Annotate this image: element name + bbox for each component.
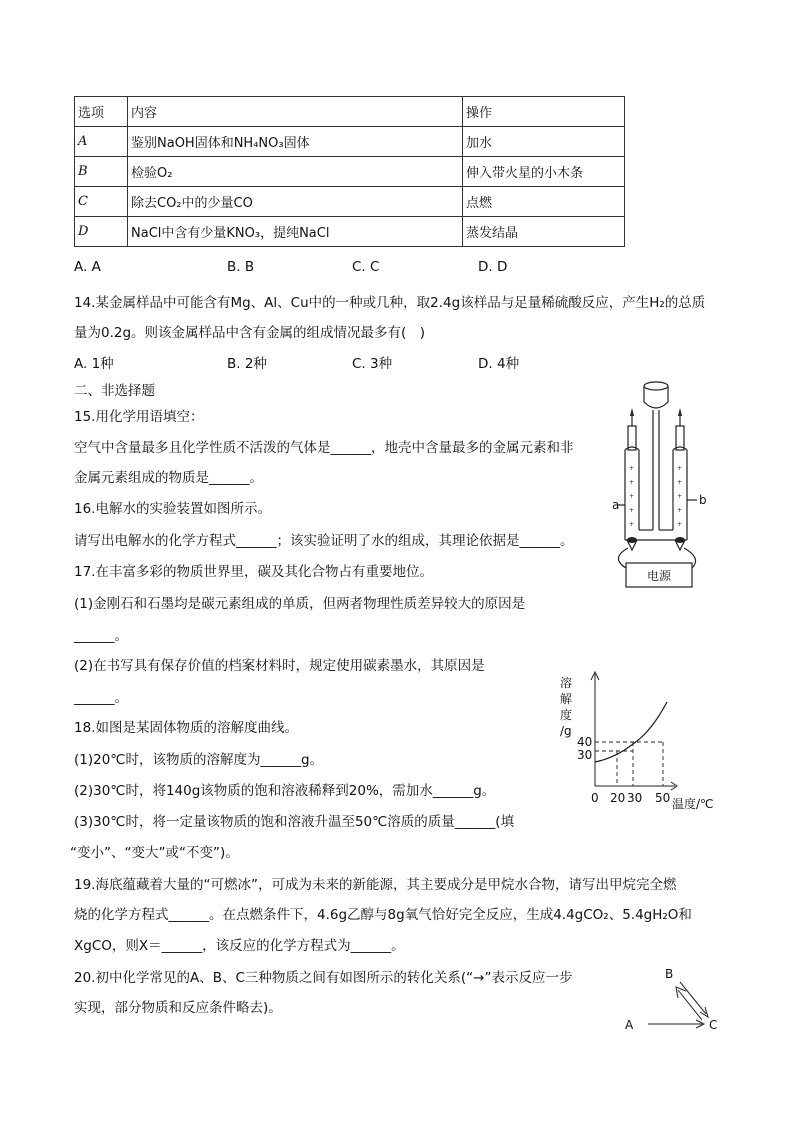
q15-line1: 15.用化学用语填空： (74, 409, 204, 425)
xtick-30: 30 (627, 791, 643, 805)
svg-text:+: + (677, 479, 683, 486)
q15-line2: 空气中含量最多且化学性质不活泼的气体是______，地壳中含量最多的金属元素和非 (74, 440, 574, 456)
power-source-label: 电源 (646, 569, 672, 583)
ylabel-char-2: 解 (560, 692, 573, 706)
options-table (74, 96, 625, 247)
table-cell: B (75, 157, 128, 187)
table-row (75, 127, 625, 157)
q17-line2: (1)金刚石和石墨均是碳元素组成的单质，但两者物理性质差异较大的原因是 (74, 596, 526, 612)
electrolysis-apparatus-figure (600, 380, 725, 592)
svg-text:+: + (677, 465, 683, 472)
table-header-cell: 内容 (128, 97, 463, 127)
q15-line3: 金属元素组成的物质是______。 (74, 470, 263, 486)
q14-choice-d: D. 4种 (478, 356, 520, 372)
svg-text:+: + (629, 465, 635, 472)
q19-line2: 烧的化学方程式______。在点燃条件下，4.6g乙醇与8g氧气恰好完全反应，生成4.4gCO₂、5.4gH₂O和 (74, 907, 692, 923)
choice-b: B. B (227, 259, 255, 275)
q14-choice-b: B. 2种 (227, 356, 267, 372)
table-cell: 伸入带火星的小木条 (463, 157, 625, 187)
q19-line3: XgCO，则X＝______，该反应的化学方程式为______。 (74, 938, 405, 954)
table-cell: 加水 (463, 127, 625, 157)
q17-line1: 17.在丰富多彩的物质世界里，碳及其化合物占有重要地位。 (74, 564, 433, 580)
table-cell: 蒸发结晶 (463, 217, 625, 247)
section-heading: 二、非选择题 (74, 383, 155, 399)
q16-line2: 请写出电解水的化学方程式______；该实验证明了水的组成，其理论依据是______。 (74, 533, 574, 549)
solubility-curve-figure (555, 668, 725, 813)
q18-line4: (3)30℃时，将一定量该物质的饱和溶液升温至50℃溶质的质量______(填 (74, 814, 515, 830)
table-cell: D (75, 217, 128, 247)
q14-line2: 量为0.2g。则该金属样品中含有金属的组成情况最多有( ) (74, 325, 426, 341)
q18-line1: 18.如图是某固体物质的溶解度曲线。 (74, 720, 298, 736)
ytick-30: 30 (577, 748, 593, 762)
q14-choice-c: C. 3种 (352, 356, 393, 372)
q14-choice-a: A. 1种 (74, 356, 114, 372)
table-row (75, 187, 625, 217)
table-header-row (75, 97, 625, 127)
svg-text:+: + (629, 521, 635, 528)
ylabel-char-1: 溶 (560, 676, 573, 690)
table-header-cell: 选项 (75, 97, 128, 127)
q16-line1: 16.电解水的实验装置如图所示。 (74, 501, 271, 517)
q17-line3: ______。 (74, 628, 128, 644)
label-b: b (699, 493, 707, 507)
ytick-40: 40 (577, 735, 593, 749)
table-cell: 点燃 (463, 187, 625, 217)
q18-line3: (2)30℃时，将140g该物质的饱和溶液稀释到20%，需加水______g。 (74, 783, 496, 799)
svg-text:+: + (629, 479, 635, 486)
table-cell: C (75, 187, 128, 217)
svg-text:+: + (677, 507, 683, 514)
svg-text:+: + (629, 493, 635, 500)
xtick-50: 50 (655, 791, 671, 805)
choice-a: A. A (74, 259, 101, 275)
table-row (75, 157, 625, 187)
node-b: B (665, 967, 674, 981)
abc-transformation-figure (620, 960, 730, 1035)
svg-text:+: + (677, 521, 683, 528)
choice-d: D. D (478, 259, 508, 275)
q17-line5: ______。 (74, 690, 128, 706)
svg-text:+: + (677, 493, 683, 500)
q18-line2: (1)20℃时，该物质的溶解度为______g。 (74, 752, 324, 768)
ylabel-char-4: /g (560, 724, 572, 738)
xlabel: 温度/℃ (672, 797, 714, 811)
node-c: C (709, 1018, 718, 1032)
table-cell: NaCl中含有少量KNO₃，提纯NaCl (128, 217, 463, 247)
table-header-cell: 操作 (463, 97, 625, 127)
q17-line4: (2)在书写具有保存价值的档案材料时，规定使用碳素墨水，其原因是 (74, 658, 485, 674)
q18-line5: “变小”、“变大”或“不变”)。 (70, 845, 239, 861)
table-cell: 检验O₂ (128, 157, 463, 187)
q19-line1: 19.海底蕴藏着大量的“可燃冰”，可成为未来的新能源，其主要成分是甲烷水合物，请写出甲烷完全燃 (74, 877, 677, 893)
ylabel-char-3: 度 (560, 708, 573, 722)
label-a: a (612, 498, 620, 512)
q20-line1: 20.初中化学常见的A、B、C三种物质之间有如图所示的转化关系(“→”表示反应一步 (74, 970, 573, 986)
node-a: A (625, 1018, 634, 1032)
table-cell: A (75, 127, 128, 157)
choice-c: C. C (352, 259, 380, 275)
q14-line1: 14.某金属样品中可能含有Mg、Al、Cu中的一种或几种，取2.4g该样品与足量稀硫酸反应，产生H₂的总质 (74, 295, 706, 311)
table-cell: 除去CO₂中的少量CO (128, 187, 463, 217)
table-row (75, 217, 625, 247)
xtick-20: 20 (610, 791, 626, 805)
svg-text:+: + (629, 507, 635, 514)
q20-line2: 实现，部分物质和反应条件略去)。 (74, 1000, 282, 1016)
table-cell: 鉴别NaOH固体和NH₄NO₃固体 (128, 127, 463, 157)
xtick-0: 0 (591, 791, 599, 805)
